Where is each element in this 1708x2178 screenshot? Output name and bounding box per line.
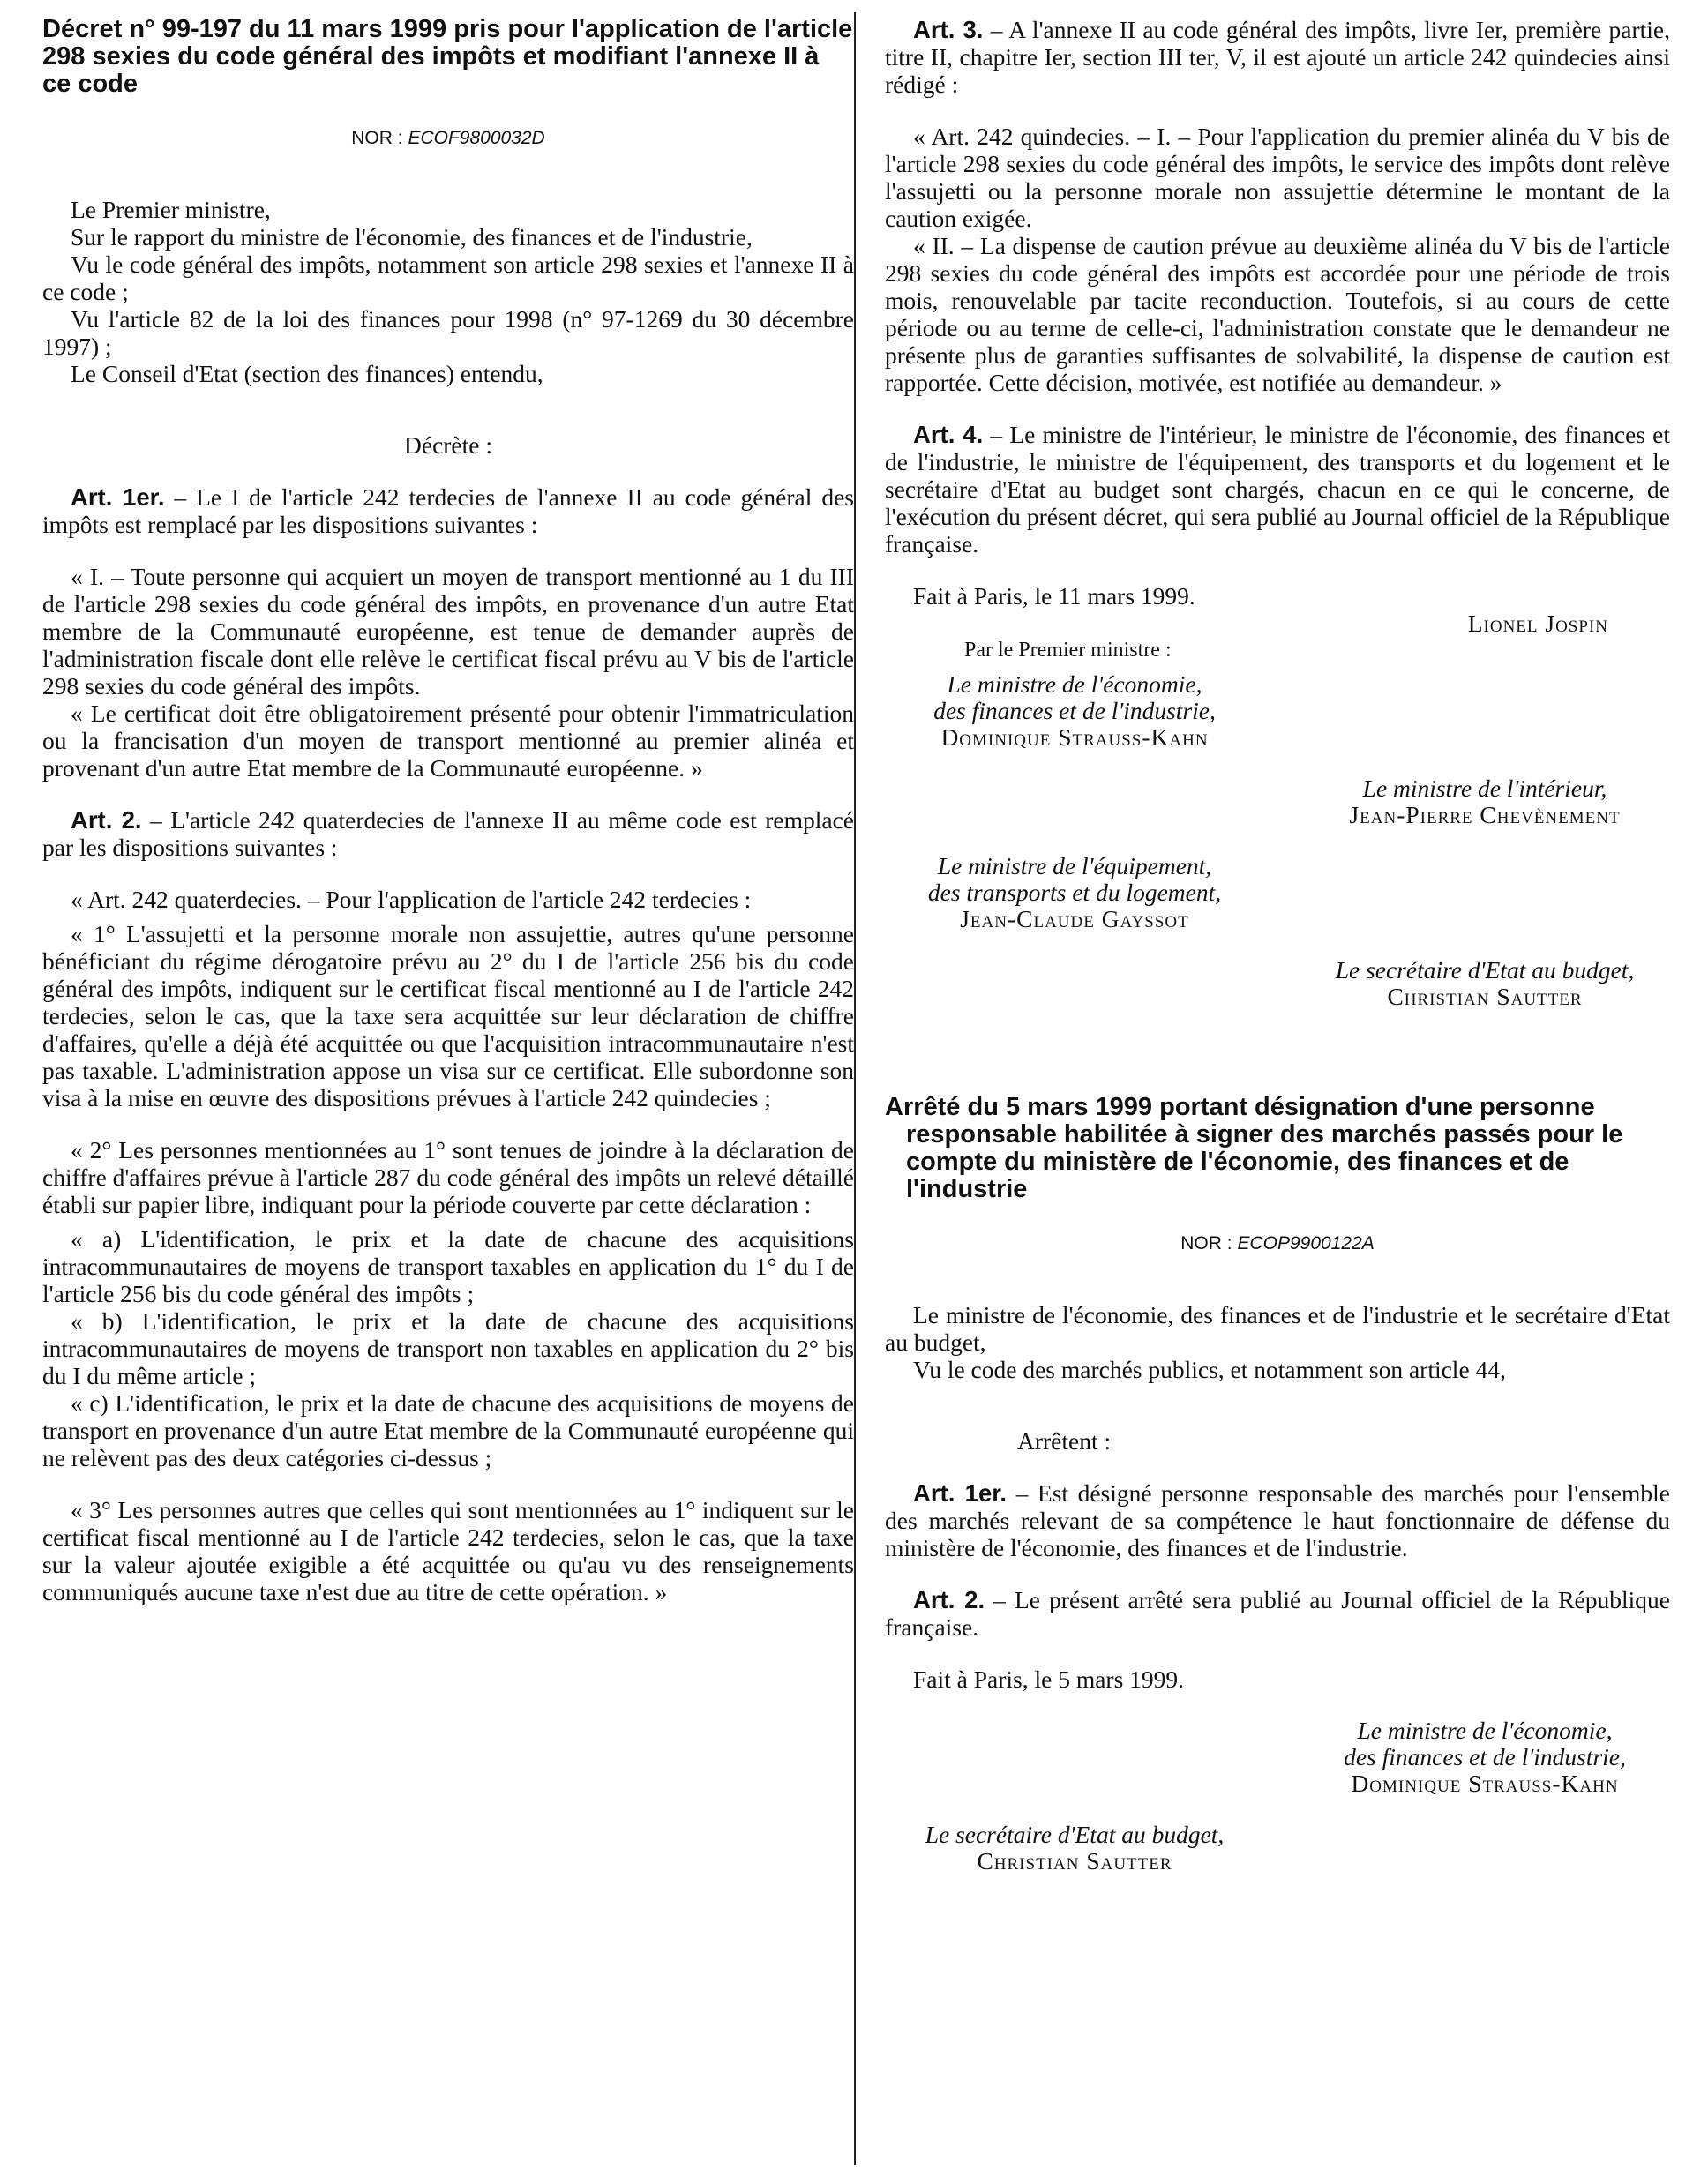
signature-role: Le secrétaire d'Etat au budget, xyxy=(1335,956,1635,984)
visa-loi: Vu l'article 82 de la loi des finances pour 1998 (n° 97-1269 du 30 décembre 1997) ; xyxy=(42,305,854,360)
signature-arrete-secretaire-budget xyxy=(885,1822,1264,1875)
article-1-label: Art. 1er. xyxy=(71,483,165,511)
arrete-visa-ministres: Le ministre de l'économie, des finances et de l'industrie et le secrétaire d'Etat au budget, xyxy=(885,1301,1670,1356)
arretent-heading: Arrêtent : xyxy=(1017,1427,1112,1455)
right-column xyxy=(885,16,1670,1875)
signature-ministre-equipement xyxy=(885,853,1264,932)
decree-title: Décret n° 99-197 du 11 mars 1999 pris pour l'application de l'article 298 sexies du code général des impôts et modifiant l'annexe II à ce code xyxy=(42,15,853,98)
nor-value: ECOF9800032D xyxy=(408,128,545,148)
left-column xyxy=(42,16,854,1605)
signature-name: Jean-Claude Gayssot xyxy=(960,905,1189,932)
arrete-article-1-label: Art. 1er. xyxy=(913,1479,1008,1507)
arrete-title: Arrêté du 5 mars 1999 portant désignation d'une personne responsable habilitée à signer des marchés passés pour le compte du ministère de l'économie, des finances et de l'industrie xyxy=(885,1093,1623,1203)
decrete-heading: Décrète : xyxy=(404,431,492,459)
signature-name: Dominique Strauss-Kahn xyxy=(1351,1770,1619,1797)
article-2 xyxy=(42,806,854,861)
signature-ministre-interieur xyxy=(1300,775,1670,828)
nor-label: NOR : xyxy=(351,128,403,148)
signature-role-line-2: des transports et du logement, xyxy=(927,879,1222,906)
fait-a-paris-1: Fait à Paris, le 11 mars 1999. xyxy=(913,582,1195,610)
article-2-paragraph-3: « 3° Les personnes autres que celles qui sont mentionnées au 1° indiquent sur le certificat fiscal mentionné au I de l'article 242 terdecies, selon le cas, que la taxe sur la valeur ajoutée exigible a été acquittée ou qu'au vu des renseignements communiqués aucune taxe n'est due au titre de cette opération. » xyxy=(42,1496,854,1605)
par-le-premier-ministre: Par le Premier ministre : xyxy=(964,639,1172,662)
article-1 xyxy=(42,483,854,538)
fait-a-paris-2: Fait à Paris, le 5 mars 1999. xyxy=(913,1665,1185,1693)
signature-role: Le ministre de l'intérieur, xyxy=(1362,775,1607,802)
signature-name: Jean-Pierre Chevènement xyxy=(1349,801,1621,828)
article-2-item-b: « b) L'identification, le prix et la date de chacune des acquisitions intracommunautaires de moyens de transport non taxables en application du 2° bis du I du même article ; xyxy=(42,1307,854,1389)
signature-secretaire-budget xyxy=(1300,957,1670,1010)
decree-nor xyxy=(42,124,854,152)
arrete-article-1-text: – Est désigné personne responsable des marchés pour l'ensemble des marchés relevant de sa compétence le haut fonctionnaire de défense du ministère de l'économie, des finances et de l'industrie. xyxy=(885,1479,1670,1561)
signature-role-line-1: Le ministre de l'économie, xyxy=(1357,1717,1613,1744)
signature-ministre-economie xyxy=(885,671,1264,751)
article-4-label: Art. 4. xyxy=(913,421,984,448)
article-3-text: – A l'annexe II au code général des impôts, livre Ier, première partie, titre II, chapitre Ier, section III ter, V, il est ajouté un article 242 quindecies ainsi rédigé : xyxy=(885,16,1671,98)
visa-code: Vu le code général des impôts, notamment son article 298 sexies et l'annexe II à ce code ; xyxy=(42,251,854,305)
visa-rapport: Sur le rapport du ministre de l'économie, des finances et de l'industrie, xyxy=(71,223,753,251)
signature-role: Le secrétaire d'Etat au budget, xyxy=(925,1821,1225,1848)
article-2-paragraph-0: « Art. 242 quaterdecies. – Pour l'application de l'article 242 terdecies : xyxy=(71,886,752,913)
article-2-item-c: « c) L'identification, le prix et la date de chacune des acquisitions de moyens de transport en provenance d'un autre Etat membre de la Communauté européenne qui ne relèvent pas des deux catégories ci-dessus ; xyxy=(42,1389,854,1471)
column-divider xyxy=(854,12,856,2165)
article-1-text: – Le I de l'article 242 terdecies de l'annexe II au code général des impôts est remplacé par les dispositions suivantes : xyxy=(42,483,854,538)
signature-name: Christian Sautter xyxy=(1387,983,1583,1010)
arrete-visa-code: Vu le code des marchés publics, et notamment son article 44, xyxy=(913,1356,1506,1383)
signature-role-line-1: Le ministre de l'équipement, xyxy=(937,852,1212,879)
signature-premier-ministre: Lionel Jospin xyxy=(1467,610,1608,637)
article-2-paragraph-1: « 1° L'assujetti et la personne morale non assujettie, autres qu'une personne bénéficiant du régime dérogatoire prévu au 2° du I de l'article 256 bis du code général des impôts, indiquent sur le certificat fiscal mentionné au I de l'article 242 terdecies, selon le cas, que la taxe sera acquittée sur leur déclaration de chiffre d'affaires, qu'elle a déjà été acquittée ou que l'acquisition intracommunautaire n'est pas taxable. L'administration appose un visa sur ce certificat. Elle subordonne son visa à la mise en œuvre des dispositions prévues à l'article 242 quindecies ; xyxy=(42,920,854,1111)
article-3-label: Art. 3. xyxy=(913,16,984,43)
article-2-label: Art. 2. xyxy=(71,806,142,834)
article-1-paragraph-1: « I. – Toute personne qui acquiert un moyen de transport mentionné au 1 du III de l'article 298 sexies du code général des impôts, en provenance d'un autre Etat membre de la Communauté européenne, est tenue de demander auprès de l'administration fiscale dont elle relève le certificat fiscal prévu au V bis de l'article 298 sexies du code général des impôts. xyxy=(42,563,854,700)
signature-role-line-2: des finances et de l'industrie, xyxy=(933,697,1216,724)
signature-role-line-1: Le ministre de l'économie, xyxy=(947,670,1202,698)
visa-conseil: Le Conseil d'Etat (section des finances) entendu, xyxy=(71,360,543,387)
signature-name: Christian Sautter xyxy=(977,1847,1172,1875)
article-2-item-a: « a) L'identification, le prix et la date de chacune des acquisitions intracommunautaires de moyens de transport taxables en application du 1° du I de l'article 256 bis du code général des impôts ; xyxy=(42,1225,854,1307)
arrete-article-2-text: – Le présent arrêté sera publié au Journal officiel de la République française. xyxy=(885,1586,1670,1641)
arrete-article-2 xyxy=(885,1586,1670,1641)
nor-label: NOR : xyxy=(1180,1233,1232,1254)
article-2-paragraph-2: « 2° Les personnes mentionnées au 1° sont tenues de joindre à la déclaration de chiffre d'affaires prévue à l'article 287 du code général des impôts un relevé détaillé établi sur papier libre, indiquant pour la période couverte par cette déclaration : xyxy=(42,1136,854,1218)
premier-ministre: Le Premier ministre, xyxy=(71,196,271,223)
nor-value: ECOP9900122A xyxy=(1237,1233,1375,1254)
article-2-text: – L'article 242 quaterdecies de l'annexe II au même code est remplacé par les dispositions suivantes : xyxy=(42,806,854,861)
signature-arrete-ministre-economie xyxy=(1300,1718,1670,1797)
article-3-paragraph-2: « II. – La dispense de caution prévue au deuxième alinéa du V bis de l'article 298 sexies du code général des impôts est accordée pour une période de trois mois, renouvelable par tacite reconduction. Toutefois, si au cours de cette période ou au terme de celle-ci, l'administration constate que le demandeur ne présente plus de garanties suffisantes de solvabilité, la dispense de caution est rapportée. Cette décision, motivée, est notifiée au demandeur. » xyxy=(885,232,1670,396)
article-3-paragraph-1: « Art. 242 quindecies. – I. – Pour l'application du premier alinéa du V bis de l'article 298 sexies du code général des impôts, le service des impôts dont relève l'assujetti ou la personne morale non assujettie détermine le montant de la caution exigée. xyxy=(885,123,1670,232)
article-1-paragraph-2: « Le certificat doit être obligatoirement présenté pour obtenir l'immatriculation ou la francisation d'un moyen de transport mentionné au premier alinéa et provenant d'un autre Etat membre de la Communauté européenne. » xyxy=(42,700,854,782)
arrete-article-2-label: Art. 2. xyxy=(913,1586,985,1613)
article-4 xyxy=(885,421,1670,558)
signature-role-line-2: des finances et de l'industrie, xyxy=(1344,1743,1626,1770)
arrete-nor xyxy=(885,1230,1670,1257)
signature-name: Dominique Strauss-Kahn xyxy=(940,723,1209,751)
article-3 xyxy=(885,16,1670,98)
article-4-text: – Le ministre de l'intérieur, le ministre de l'économie, des finances et de l'industrie, le ministre de l'équipement, des transports et du logement et le secrétaire d'Etat au budget sont chargés, chacun en ce qui le concerne, de l'exécution du présent décret, qui sera publié au Journal officiel de la République française. xyxy=(885,421,1670,558)
arrete-article-1 xyxy=(885,1479,1670,1561)
